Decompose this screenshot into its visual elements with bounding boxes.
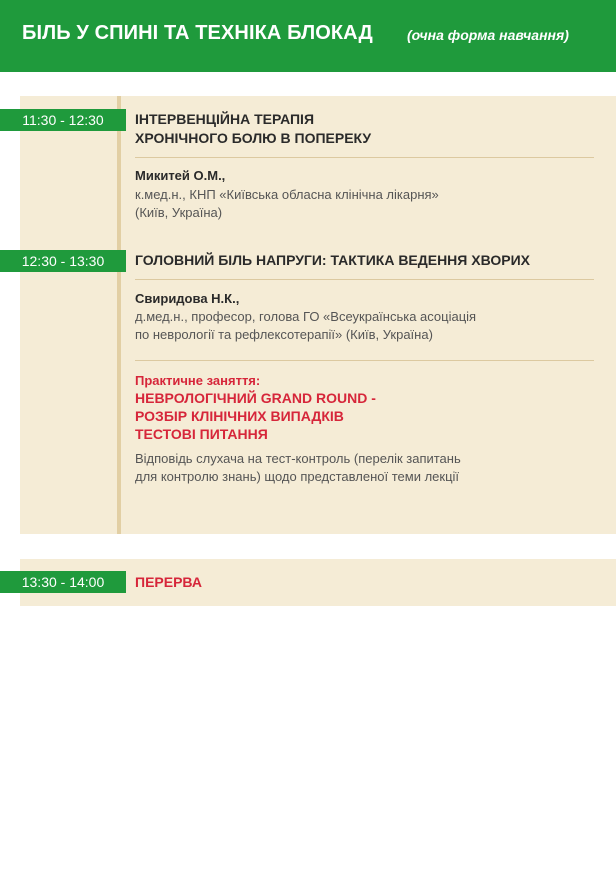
session-1-speaker-name: Микитей О.М.,	[135, 168, 226, 183]
practice-title	[135, 389, 376, 443]
session-1-speaker-info-line-2: (Київ, Україна)	[135, 205, 223, 220]
practice-title-line-1: НЕВРОЛОГІЧНИЙ GRAND ROUND -	[135, 390, 376, 406]
session-1-speaker-info	[135, 186, 439, 222]
break-label: ПЕРЕРВА	[135, 574, 202, 590]
session-1-title-line-1: ІНТЕРВЕНЦІЙНА ТЕРАПІЯ	[135, 111, 315, 127]
session-1-time: 11:30 - 12:30	[0, 109, 126, 131]
practice-description-line-1: Відповідь слухача на тест-контроль (перелік запитань	[135, 451, 461, 466]
session-2-speaker-info	[135, 308, 476, 344]
session-2-title	[135, 251, 530, 270]
practice-description-line-2: для контролю знань) щодо представленої теми лекції	[135, 469, 460, 484]
page-title: БІЛЬ У СПИНІ ТА ТЕХНІКА БЛОКАД	[22, 22, 373, 44]
break-time: 13:30 - 14:00	[0, 571, 126, 593]
session-1-speaker-info-line-1: к.мед.н., КНП «Київська обласна клінічна лікарня»	[135, 187, 439, 202]
session-2-speaker-info-line-1: д.мед.н., професор, голова ГО «Всеукраїнська асоціація	[135, 309, 477, 324]
header-bar	[0, 0, 616, 72]
format-note: (очна форма навчання)	[407, 27, 569, 43]
practice-title-line-3: ТЕСТОВІ ПИТАННЯ	[135, 426, 268, 442]
session-1-title	[135, 110, 371, 148]
practice-divider	[135, 360, 594, 361]
session-2-title-line-1: ГОЛОВНИЙ БІЛЬ НАПРУГИ: ТАКТИКА ВЕДЕННЯ ХВОРИХ	[135, 252, 530, 268]
practice-title-line-2: РОЗБІР КЛІНІЧНИХ ВИПАДКІВ	[135, 408, 344, 424]
session-2-speaker-name: Свиридова Н.К.,	[135, 291, 240, 306]
session-1-title-line-2: ХРОНІЧНОГО БОЛЮ В ПОПЕРЕКУ	[135, 130, 372, 146]
practice-label: Практичне заняття:	[135, 373, 261, 388]
session-1-divider	[135, 157, 594, 158]
session-2-time: 12:30 - 13:30	[0, 250, 126, 272]
timeline-divider	[117, 96, 121, 534]
practice-description	[135, 450, 461, 486]
session-2-divider	[135, 279, 594, 280]
session-2-speaker-info-line-2: по неврології та рефлексотерапії» (Київ, Україна)	[135, 327, 433, 342]
